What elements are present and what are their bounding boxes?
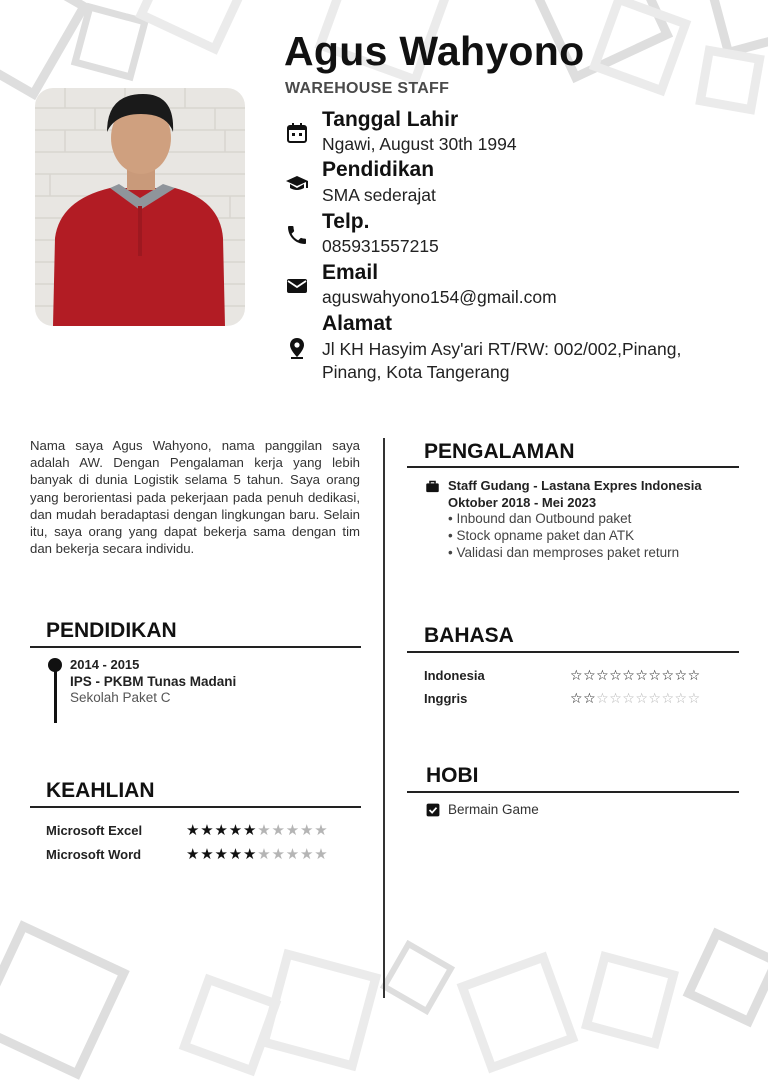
star-filled-icon: ☆	[609, 667, 623, 683]
phone-icon	[285, 223, 309, 247]
graduation-cap-icon	[285, 172, 309, 196]
phone-label: Telp.	[322, 210, 370, 233]
star-filled-icon: ☆	[622, 667, 636, 683]
section-underline	[407, 466, 739, 468]
skill-rating	[186, 845, 329, 863]
star-filled-icon: ☆	[583, 690, 597, 706]
star-empty-icon: ★	[300, 846, 315, 863]
experience-job: Staff Gudang - Lastana Expres Indonesia	[448, 478, 702, 493]
education-section-title: PENDIDIKAN	[46, 619, 177, 642]
star-filled-icon: ☆	[661, 667, 675, 683]
star-filled-icon: ☆	[648, 667, 662, 683]
star-filled-icon: ☆	[570, 667, 584, 683]
section-underline	[407, 791, 739, 793]
star-empty-icon: ★	[300, 822, 315, 839]
experience-bullet: • Stock opname paket dan ATK	[448, 528, 635, 543]
decor-square	[135, 0, 255, 55]
experience-section-title: PENGALAMAN	[424, 440, 575, 463]
decor-square	[581, 951, 679, 1049]
star-filled-icon: ☆	[687, 667, 701, 683]
experience-bullet: • Inbound dan Outbound paket	[448, 511, 632, 526]
decor-square	[259, 949, 381, 1071]
star-empty-icon: ★	[314, 846, 329, 863]
star-empty-icon: ★	[257, 822, 272, 839]
calendar-icon	[285, 121, 309, 145]
star-empty-icon: ☆	[622, 690, 636, 706]
section-underline	[30, 646, 361, 648]
star-filled-icon: ★	[228, 822, 243, 839]
mail-icon	[285, 274, 309, 298]
education-program: IPS - PKBM Tunas Madani	[70, 674, 237, 689]
skill-rating	[186, 821, 329, 839]
star-filled-icon: ★	[228, 846, 243, 863]
decor-square	[683, 928, 768, 1028]
star-filled-icon: ★	[186, 822, 201, 839]
star-filled-icon: ☆	[596, 667, 610, 683]
star-empty-icon: ★	[285, 846, 300, 863]
about-paragraph: Nama saya Agus Wahyono, nama panggilan saya adalah AW. Dengan Pengalaman kerja yang lebih banyak di dunia Logistik selama 5 tahun. Saya orang yang berorientasi pada pekerjaan pada penuh dedikasi, dan mudah beradaptasi dengan lingkungan baru. Selain itu, saya orang yang dapat bekerja sama dengan tim dan bekerja secara individu.	[30, 438, 360, 557]
star-filled-icon: ★	[243, 822, 258, 839]
star-filled-icon: ★	[214, 846, 229, 863]
decor-square	[380, 940, 455, 1015]
language-rating	[570, 690, 701, 707]
star-filled-icon: ★	[200, 846, 215, 863]
skill-name: Microsoft Excel	[46, 823, 143, 838]
checkbox-checked-icon	[426, 803, 440, 817]
education-detail: Sekolah Paket C	[70, 690, 171, 705]
phone-value: 085931557215	[322, 236, 439, 256]
column-divider	[383, 438, 385, 998]
skills-section-title: KEAHLIAN	[46, 779, 155, 802]
star-filled-icon: ★	[200, 822, 215, 839]
language-name: Inggris	[424, 691, 468, 706]
star-empty-icon: ☆	[674, 690, 688, 706]
decor-square	[695, 45, 765, 115]
address-line-2: Pinang, Kota Tangerang	[322, 362, 510, 382]
star-empty-icon: ★	[271, 822, 286, 839]
address-label: Alamat	[322, 312, 393, 335]
star-empty-icon: ★	[314, 822, 329, 839]
education-years: 2014 - 2015	[70, 657, 140, 672]
language-name: Indonesia	[424, 668, 485, 683]
star-empty-icon: ☆	[648, 690, 662, 706]
section-underline	[407, 651, 739, 653]
star-filled-icon: ☆	[570, 690, 584, 706]
star-filled-icon: ☆	[583, 667, 597, 683]
experience-period: Oktober 2018 - Mei 2023	[448, 495, 597, 510]
star-empty-icon: ☆	[596, 690, 610, 706]
location-pin-icon	[285, 336, 309, 360]
email-value[interactable]: aguswahyono154@gmail.com	[322, 287, 557, 307]
profile-photo	[35, 88, 245, 326]
hobby-item: Bermain Game	[448, 802, 539, 817]
skill-name: Microsoft Word	[46, 847, 142, 862]
hobby-section-title: HOBI	[426, 764, 479, 787]
experience-bullet: • Validasi dan memproses paket return	[448, 545, 680, 560]
section-underline	[30, 806, 361, 808]
star-filled-icon: ★	[214, 822, 229, 839]
star-empty-icon: ★	[285, 822, 300, 839]
briefcase-icon	[425, 479, 440, 494]
star-empty-icon: ☆	[661, 690, 675, 706]
address-line-1: Jl KH Hasyim Asy'ari RT/RW: 002/002,Pinang,	[322, 339, 682, 359]
star-empty-icon: ★	[257, 846, 272, 863]
education-label: Pendidikan	[322, 158, 435, 181]
star-filled-icon: ★	[186, 846, 201, 863]
decor-square	[457, 952, 579, 1074]
birth-label: Tanggal Lahir	[322, 108, 459, 131]
star-empty-icon: ☆	[687, 690, 701, 706]
star-empty-icon: ☆	[609, 690, 623, 706]
language-section-title: BAHASA	[424, 624, 514, 647]
star-filled-icon: ☆	[674, 667, 688, 683]
language-rating	[570, 667, 701, 684]
star-empty-icon: ★	[271, 846, 286, 863]
education-value: SMA sederajat	[322, 185, 436, 205]
job-title: WAREHOUSE STAFF	[285, 80, 450, 97]
candidate-name: Agus Wahyono	[284, 28, 585, 74]
email-label: Email	[322, 261, 379, 284]
decor-square	[0, 920, 130, 1079]
star-empty-icon: ☆	[635, 690, 649, 706]
timeline-line	[54, 668, 57, 723]
star-filled-icon: ★	[243, 846, 258, 863]
birth-value: Ngawi, August 30th 1994	[322, 134, 517, 154]
star-filled-icon: ☆	[635, 667, 649, 683]
